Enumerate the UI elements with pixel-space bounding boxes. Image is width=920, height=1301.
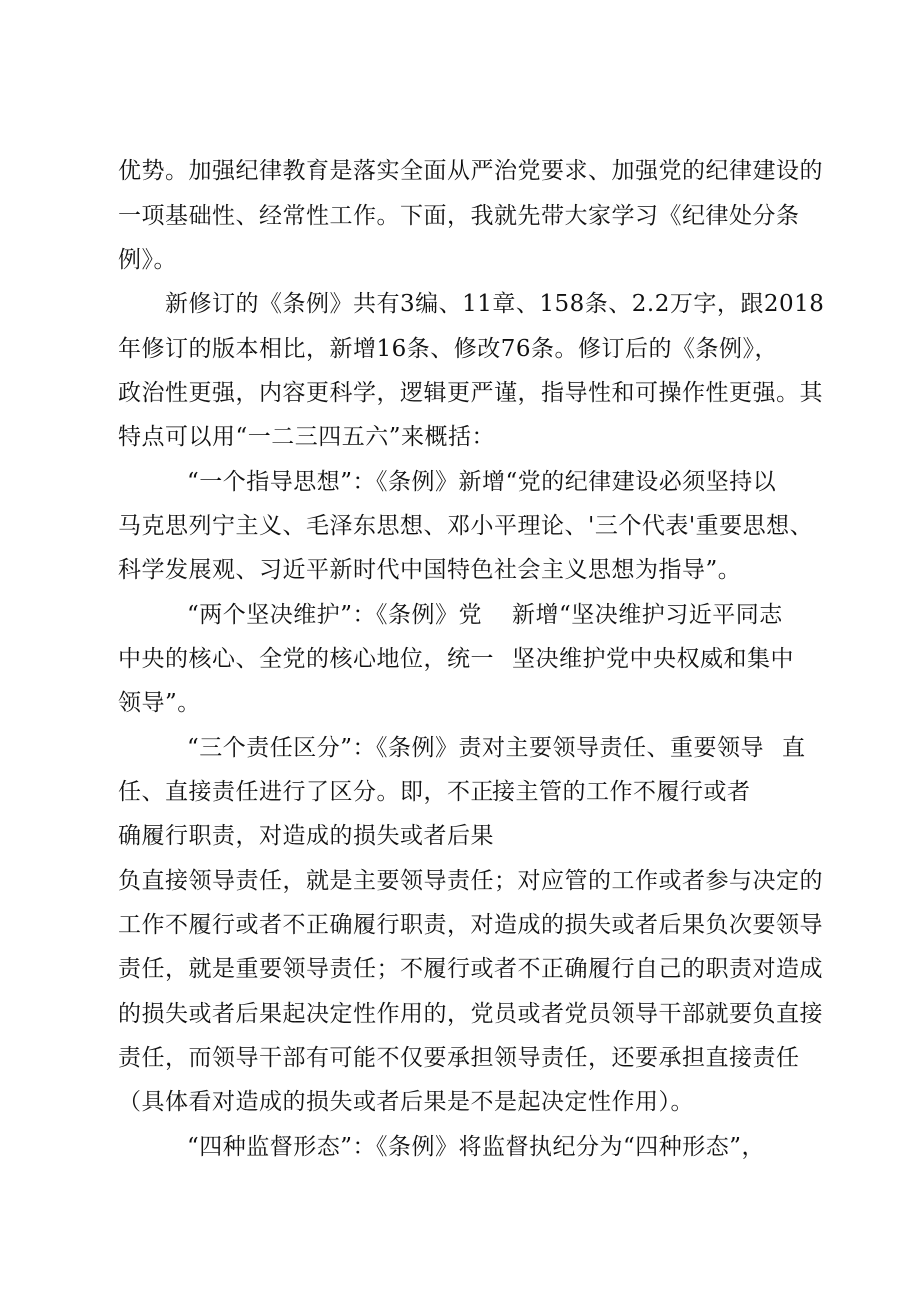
text-line: 确履行职责，对造成的损失或者后果: [118, 823, 494, 849]
text-line: 特点可以用“一二三四五六”来概括：: [118, 424, 496, 450]
text-line: “一个指导思想”：《条例》新增“党的纪律建设必须坚持以: [187, 469, 777, 495]
text-line: 领导”。: [118, 690, 201, 716]
text-line: 的损失或者后果起决定性作用的，党员或者党员领导干部就要负直接: [118, 1001, 823, 1027]
text-line: 责任，就是重要领导责任；不履行或者不正确履行自己的职责对造成: [118, 956, 823, 982]
text-line: 接主管的工作不履行或者: [492, 779, 751, 805]
text-line: 责任，而领导干部有可能不仅要承担领导责任，还要承担直接责任: [118, 1045, 800, 1071]
text-line: 新增“坚决维护习近平同志: [512, 602, 783, 628]
text-line: 一项基础性、经常性工作。下面，我就先带大家学习《纪律处分条: [118, 203, 800, 229]
text-line: 优势。加强纪律教育是落实全面从严治党要求、加强党的纪律建设的: [118, 158, 823, 184]
text-line: “两个坚决维护”：《条例》党: [187, 602, 483, 628]
text-line: 中央的核心、全党的核心地位，统一: [118, 646, 494, 672]
text-line: 任、直接责任进行了区分。即，不正: [118, 779, 494, 805]
text-line: 政治性更强，内容更科学，逻辑更严谨，指导性和可操作性更强。其: [118, 380, 823, 406]
text-line: 直: [782, 735, 806, 761]
text-line: 科学发展观、习近平新时代中国特色社会主义思想为指导”。: [118, 557, 742, 583]
text-line: 年修订的版本相比，新增16条、修改76条。修订后的《条例》，: [118, 336, 779, 362]
text-line: 例》。: [118, 247, 177, 273]
text-line: “三个责任区分”：《条例》责对主要领导责任、重要领导: [187, 735, 765, 761]
text-line: 负直接领导责任，就是主要领导责任；对应管的工作或者参与决定的: [118, 868, 823, 894]
text-line: “四种监督形态”：《条例》将监督执纪分为“四种形态”，: [187, 1134, 766, 1160]
text-line: 坚决维护党中央权威和集中: [512, 646, 794, 672]
text-line: 马克思列宁主义、毛泽东思想、邓小平理论、'三个代表'重要思想、: [118, 513, 814, 539]
text-line: 新修订的《条例》共有3编、11章、158条、2.2万字，跟2018: [165, 291, 825, 317]
text-line: （具体看对造成的损失或者后果是不是起决定性作用）。: [118, 1089, 694, 1115]
text-line: 工作不履行或者不正确履行职责，对造成的损失或者后果负次要领导: [118, 912, 823, 938]
